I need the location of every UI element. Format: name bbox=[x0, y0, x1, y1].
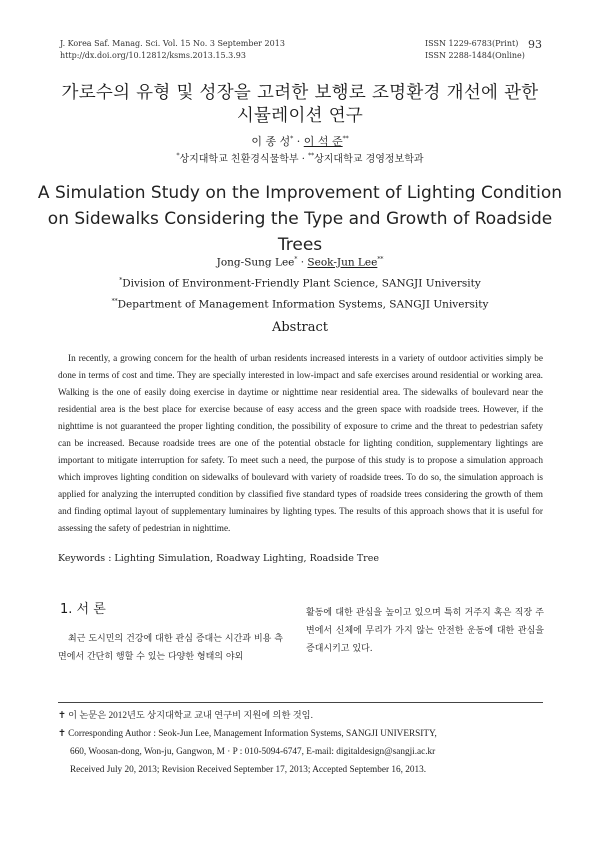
english-title-line2: on Sidewalks Considering the Type and Growth of Roadside bbox=[47, 209, 553, 229]
corresponding-text: Corresponding Author : Seok-Jun Lee, Management Information Systems, SANGJI UNIVERSITY, bbox=[65, 729, 437, 739]
footnote-divider bbox=[58, 702, 543, 703]
eauthor-separator: · bbox=[297, 256, 308, 269]
english-title-line3: Trees bbox=[277, 235, 323, 255]
dagger-mark-2: ✝ bbox=[58, 729, 66, 739]
english-affiliation1-line bbox=[0, 272, 600, 293]
corresponding-note bbox=[58, 725, 548, 743]
intro-paragraph-left: 최근 도시민의 건강에 대한 관심 증대는 시간과 비용 측면에서 간단히 행할 수 있는 다양한 형태의 야외 bbox=[58, 634, 283, 662]
issn-online: ISSN 2288-1484(Online) bbox=[425, 51, 525, 60]
korean-author2: 이 석 준 bbox=[303, 135, 343, 148]
journal-citation: J. Korea Saf. Manag. Sci. Vol. 15 No. 3 September 2013 bbox=[60, 39, 285, 48]
korean-title-line2: 시뮬레이션 연구 bbox=[236, 106, 364, 126]
eaff1-mark: * bbox=[119, 277, 123, 284]
intro-paragraph-right: 활동에 대한 관심을 높이고 있으며 특히 거주지 혹은 직장 주변에서 신체에 무리가 가지 않는 안전한 운동에 대한 관심을 증대시키고 있다. bbox=[306, 608, 544, 654]
running-header-right bbox=[425, 38, 525, 62]
abstract-heading: Abstract bbox=[271, 320, 329, 335]
author1-mark: * bbox=[290, 135, 294, 143]
abstract-text: In recently, a growing concern for the health of urban residents increased interests in a variety of outdoor activities simply be done in terms of cost and time. They are specially interested in low-impact and safe exercises around residential or working area. Walking is the one of easily doing exercise in daytime or nighttime near residential area. The sidewalks of boulevard near the residential area is the best place for exercise because of easy access and the green space with roadside trees. However, if the nighttime is not guaranteed the proper lighting condition, the possibility of exposure to crime and the threat to pedestrian safety can be increased. Because roadside trees are one of the potential obstacle for lighting condition, supplementary lightings are important to mitigate interruption for safety. To meet such a need, the purpose of this study is to propose a simulation approach which improves lighting condition on sidewalks of boulevard with variety of roadside trees. To do so, the simulation approach is applied for analyzing the interrupted condition by classified five standard types of roadside trees considering the growth of them and finding optimal layout of supplementary luminaires by lighting types. The results of this approach shows that it is useful for assessing the safety of pedestrian in nighttime. bbox=[58, 354, 543, 534]
running-header-left bbox=[60, 38, 285, 62]
dagger-mark: ✝ bbox=[58, 711, 66, 721]
korean-affiliation1: 상지대학교 친환경식물학부 · bbox=[179, 154, 309, 165]
funding-text: 이 논문은 2012년도 상지대학교 교내 연구비 지원에 의한 것임. bbox=[65, 711, 313, 721]
english-authors bbox=[0, 256, 600, 269]
issn-print: ISSN 1229-6783(Print) bbox=[425, 39, 519, 48]
doi-link[interactable]: http://dx.doi.org/10.12812/ksms.2013.15.3.93 bbox=[60, 51, 246, 60]
received-dates: Received July 20, 2013; Revision Received September 17, 2013; Accepted September 16, 2013. bbox=[70, 765, 427, 775]
english-title-line1: A Simulation Study on the Improvement of Lighting Condition bbox=[37, 183, 563, 203]
aff-mark2: ** bbox=[308, 152, 315, 160]
footnotes bbox=[58, 707, 548, 779]
aff-mark1: * bbox=[176, 152, 180, 160]
eaff2-mark: ** bbox=[111, 297, 118, 305]
korean-authors bbox=[0, 133, 600, 149]
keywords: Keywords : Lighting Simulation, Roadway Lighting, Roadside Tree bbox=[58, 553, 379, 564]
corresponding-address: 660, Woosan-dong, Won-ju, Gangwon, M · P : 010-5094-6747, E-mail: digitaldesign@sangji.ac.kr bbox=[70, 747, 436, 757]
author-separator: · bbox=[293, 135, 304, 148]
body-column-left bbox=[58, 630, 283, 666]
korean-affiliation2: 상지대학교 경영정보학과 bbox=[314, 154, 424, 165]
section-title: 1. 서 론 bbox=[60, 602, 106, 617]
korean-title bbox=[0, 82, 600, 128]
korean-affiliations bbox=[0, 150, 600, 165]
english-author1: Jong-Sung Lee bbox=[216, 256, 295, 269]
english-title bbox=[0, 180, 600, 258]
eauthor2-mark: ** bbox=[377, 256, 384, 263]
english-author2: Seok-Jun Lee bbox=[307, 256, 378, 269]
english-affiliations bbox=[0, 272, 600, 313]
english-affiliation1: Division of Environment-Friendly Plant Science, SANGJI University bbox=[122, 277, 481, 290]
korean-title-line1: 가로수의 유형 및 성장을 고려한 보행로 조명환경 개선에 관한 bbox=[61, 83, 539, 103]
eauthor1-mark: * bbox=[294, 256, 298, 263]
funding-note bbox=[58, 707, 548, 725]
english-affiliation2-line bbox=[0, 293, 600, 314]
page-number: 93 bbox=[528, 38, 542, 51]
author2-mark: ** bbox=[342, 135, 349, 143]
english-affiliation2: Department of Management Information Systems, SANGJI University bbox=[117, 298, 489, 310]
body-column-right bbox=[306, 604, 544, 658]
abstract-body bbox=[58, 351, 543, 538]
korean-author1: 이 종 성 bbox=[251, 135, 291, 148]
